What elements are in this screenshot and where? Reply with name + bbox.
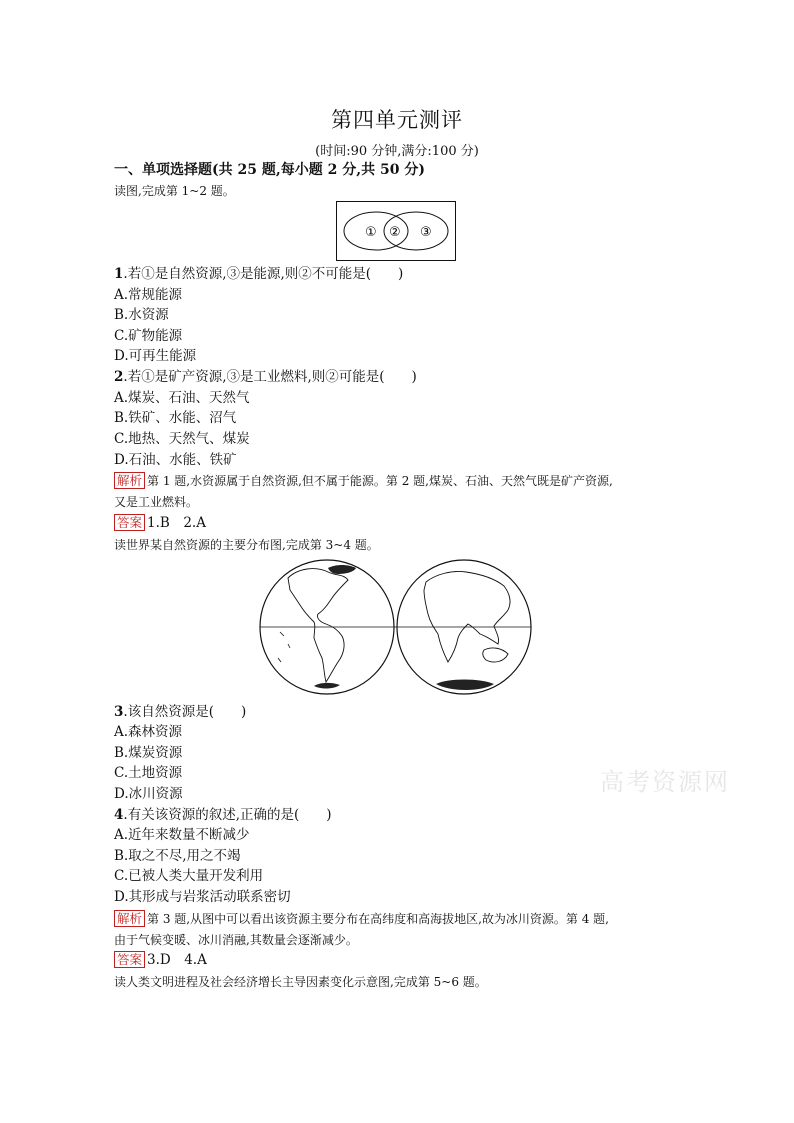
- answer-tag: 答案: [114, 951, 145, 968]
- analysis-text-line2: 又是工业燃料。: [114, 495, 199, 509]
- intro-q3-4: 读世界某自然资源的主要分布图,完成第 3~4 题。: [114, 538, 379, 552]
- question-stem: .若①是自然资源,③是能源,则②不可能是( ): [123, 266, 404, 282]
- option-4b: B.取之不尽,用之不竭: [114, 848, 241, 864]
- world-map: [258, 558, 534, 698]
- analysis-1: [114, 471, 613, 491]
- option-2a: A.煤炭、石油、天然气: [114, 390, 250, 406]
- option-1c: C.矿物能源: [114, 328, 183, 344]
- option-2b: B.铁矿、水能、沼气: [114, 410, 237, 426]
- intro-q1-2: 读图,完成第 1~2 题。: [114, 184, 235, 198]
- analysis-tag: 解析: [114, 910, 145, 927]
- option-4d: D.其形成与岩浆活动联系密切: [114, 889, 291, 905]
- question-stem: .有关该资源的叙述,正确的是( ): [123, 807, 332, 823]
- answer-text: 1.B 2.A: [147, 515, 206, 531]
- watermark: 高考资源网: [600, 768, 730, 796]
- answer-1: [114, 513, 206, 533]
- analysis-tag: 解析: [114, 472, 145, 489]
- page-title: 第四单元测评: [331, 108, 463, 132]
- venn-label-1: ①: [365, 225, 377, 240]
- intro-q5-6: 读人类文明进程及社会经济增长主导因素变化示意图,完成第 5~6 题。: [114, 975, 487, 989]
- question-3: [114, 702, 246, 722]
- option-3c: C.土地资源: [114, 765, 183, 781]
- option-2d: D.石油、水能、铁矿: [114, 452, 237, 468]
- question-number: 2: [114, 369, 124, 385]
- answer-tag: 答案: [114, 514, 145, 531]
- question-stem: .若①是矿产资源,③是工业燃料,则②可能是( ): [123, 369, 417, 385]
- exam-info: (时间:90 分钟,满分:100 分): [315, 144, 479, 159]
- option-3a: A.森林资源: [114, 724, 183, 740]
- option-1a: A.常规能源: [114, 287, 183, 303]
- section-heading: 一、单项选择题(共 25 题,每小题 2 分,共 50 分): [114, 162, 425, 178]
- question-number: 1: [114, 266, 124, 282]
- question-4: [114, 805, 332, 825]
- option-3b: B.煤炭资源: [114, 745, 183, 761]
- venn-label-3: ③: [420, 225, 432, 240]
- option-1d: D.可再生能源: [114, 348, 197, 364]
- analysis-text-line2: 由于气候变暖、冰川消融,其数量会逐渐减少。: [114, 933, 358, 947]
- question-2: [114, 367, 417, 387]
- question-stem: .该自然资源是( ): [123, 704, 247, 720]
- analysis-text-line1: 第 1 题,水资源属于自然资源,但不属于能源。第 2 题,煤炭、石油、天然气既是矿产资源,: [147, 474, 613, 488]
- analysis-2: [114, 909, 609, 929]
- answer-text: 3.D 4.A: [147, 952, 207, 968]
- option-2c: C.地热、天然气、煤炭: [114, 431, 250, 447]
- venn-diagram: [336, 201, 457, 262]
- answer-2: [114, 950, 207, 970]
- question-number: 4: [114, 807, 124, 823]
- venn-label-2: ②: [389, 225, 401, 240]
- option-3d: D.冰川资源: [114, 786, 183, 802]
- option-4a: A.近年来数量不断减少: [114, 827, 250, 843]
- question-number: 3: [114, 704, 124, 720]
- option-4c: C.已被人类大量开发利用: [114, 868, 264, 884]
- option-1b: B.水资源: [114, 307, 169, 323]
- analysis-text-line1: 第 3 题,从图中可以看出该资源主要分布在高纬度和高海拔地区,故为冰川资源。第 4 题,: [147, 912, 609, 926]
- question-1: [114, 264, 403, 284]
